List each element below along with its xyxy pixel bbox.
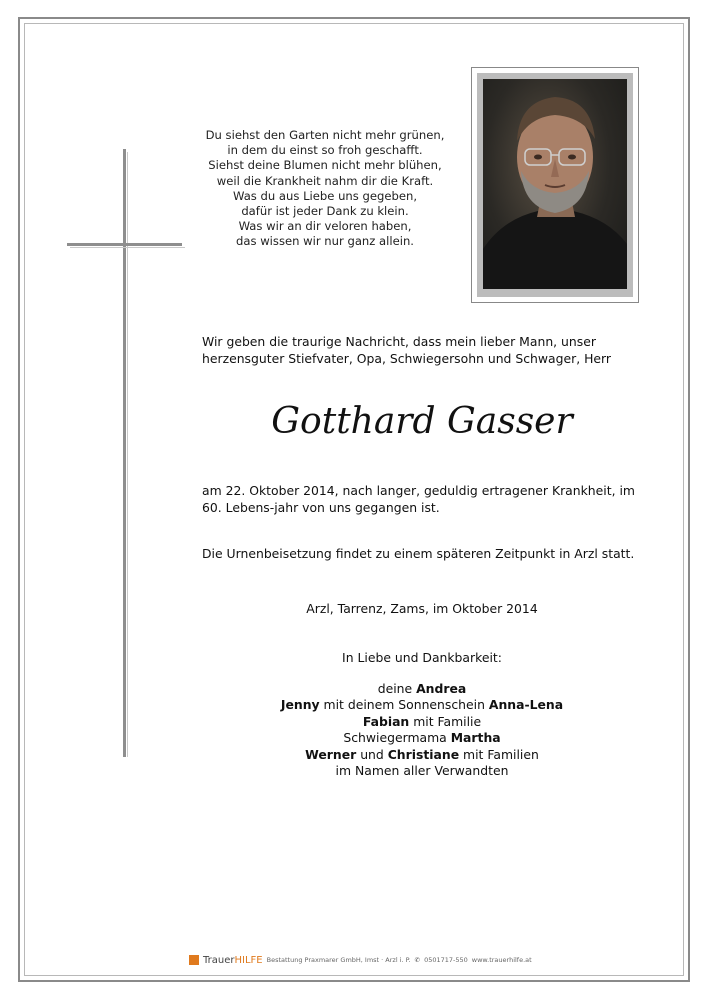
portrait-frame (471, 67, 639, 303)
phone-icon: ✆ (414, 956, 421, 964)
thanks-line: In Liebe und Dankbarkeit: (342, 650, 502, 665)
poem-line: Was du aus Liebe uns gegeben, (232, 188, 418, 203)
footer-url[interactable]: www.trauerhilfe.at (471, 956, 532, 964)
mourner-line: Schwiegermama Martha (343, 730, 501, 746)
poem-line: in dem du einst so froh geschafft. (227, 143, 423, 158)
poem-line: Siehst deine Blumen nicht mehr blühen, (208, 158, 442, 173)
mourner-line: Werner und Christiane mit Familien (305, 746, 539, 762)
poem-line: dafür ist jeder Dank zu klein. (241, 204, 409, 219)
poem-line: weil die Krankheit nahm dir die Kraft. (216, 173, 434, 188)
footer-phone: 0501717-550 (424, 956, 468, 964)
portrait-photo (483, 79, 627, 289)
death-notice: am 22. Oktober 2014, nach langer, geduldig ertragener Krankheit, im 60. Lebens-jahr von uns gegangen ist. (202, 483, 635, 515)
deceased-name: Gotthard Gasser (271, 401, 573, 442)
trauerhilfe-logo-icon (189, 955, 199, 965)
poem (190, 128, 460, 250)
mourner-line: Jenny mit deinem Sonnenschein Anna-Lena (280, 697, 564, 713)
footer (189, 953, 532, 967)
mourner-line: Fabian mit Familie (362, 713, 482, 729)
mourner-line: deine Andrea (377, 681, 467, 696)
poem-line: Was wir an dir veloren haben, (238, 219, 412, 234)
poem-line: das wissen wir nur ganz allein. (236, 234, 414, 249)
portrait-illustration (483, 79, 627, 289)
poem-line: Du siehst den Garten nicht mehr grünen, (205, 128, 445, 142)
mourner-line: im Namen aller Verwandten (335, 763, 509, 779)
footer-company: Bestattung Praxmarer GmbH, Imst · Arzl i. P. (266, 956, 411, 964)
urn-burial-notice: Die Urnenbeisetzung findet zu einem späteren Zeitpunkt in Arzl statt. (202, 546, 635, 561)
mourners-list (202, 681, 642, 779)
portrait-mat (477, 73, 633, 297)
place-and-date: Arzl, Tarrenz, Zams, im Oktober 2014 (306, 601, 538, 616)
footer-brand: TrauerHILFE (203, 954, 263, 966)
announcement-intro: Wir geben die traurige Nachricht, dass mein lieber Mann, unser herzensguter Stiefvater, Opa, Schwiegersohn und Schwager, Herr (202, 334, 611, 366)
